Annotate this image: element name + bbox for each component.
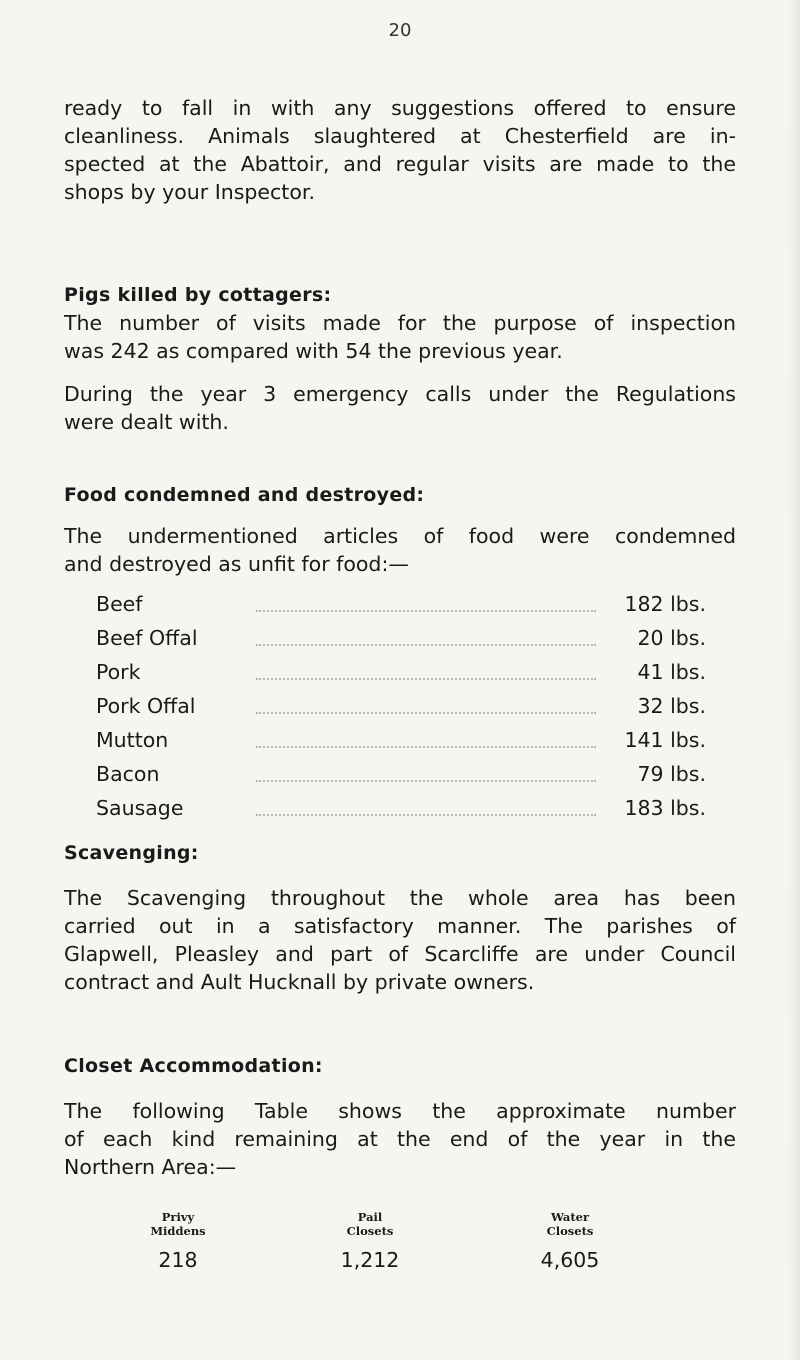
closet-column-privy-middens [98, 1210, 258, 1272]
dot-leader [256, 814, 596, 816]
column-value: 4,605 [540, 1248, 600, 1272]
scavenging-heading: Scavenging: [64, 842, 199, 864]
text-line: carried out in a satisfactory manner. The parishes of [64, 914, 736, 938]
text-line: Northern Area:— [64, 1155, 237, 1179]
pigs-paragraph-1 [64, 309, 736, 365]
closet-column-pail-closets [290, 1210, 450, 1272]
food-item-quantity: 20 lbs. [637, 626, 706, 650]
food-item-quantity: 41 lbs. [637, 660, 706, 684]
food-item-name: Bacon [96, 762, 160, 786]
closet-accommodation-table [0, 1210, 800, 1300]
food-item-quantity: 141 lbs. [624, 728, 706, 752]
text-line: contract and Ault Hucknall by private owners. [64, 970, 535, 994]
page-number: 20 [388, 20, 412, 41]
page-edge-shadow [786, 0, 800, 1360]
table-row [96, 694, 706, 728]
text-line: During the year 3 emergency calls under the Regulations [64, 382, 736, 406]
table-row [96, 626, 706, 660]
closet-paragraph [64, 1097, 736, 1181]
food-condemned-table [96, 592, 706, 830]
column-header: Privy Middens [150, 1210, 206, 1238]
food-heading: Food condemned and destroyed: [64, 484, 425, 506]
text-line: The following Table shows the approximate number [64, 1099, 736, 1123]
table-row [96, 660, 706, 694]
text-line: Glapwell, Pleasley and part of Scarcliffe are under Council [64, 942, 736, 966]
dot-leader [256, 746, 596, 748]
text-line: were dealt with. [64, 410, 229, 434]
text-line: The undermentioned articles of food were condemned [64, 524, 736, 548]
column-value: 1,212 [340, 1248, 400, 1272]
column-header: Water Closets [546, 1210, 594, 1238]
intro-paragraph [64, 94, 736, 206]
dot-leader [256, 644, 596, 646]
table-row [96, 762, 706, 796]
table-row [96, 592, 706, 626]
dot-leader [256, 610, 596, 612]
table-row [96, 796, 706, 830]
food-item-quantity: 79 lbs. [637, 762, 706, 786]
text-line: and destroyed as unfit for food:— [64, 552, 409, 576]
column-header: Pail Closets [346, 1210, 394, 1238]
food-item-name: Sausage [96, 796, 184, 820]
text-line: shops by your Inspector. [64, 180, 315, 204]
text-line: was 242 as compared with 54 the previous year. [64, 339, 563, 363]
scavenging-paragraph [64, 884, 736, 996]
text-line: The number of visits made for the purpose of inspection [64, 311, 736, 335]
pigs-paragraph-2 [64, 380, 736, 436]
dot-leader [256, 678, 596, 680]
food-item-name: Mutton [96, 728, 169, 752]
text-line: of each kind remaining at the end of the year in the [64, 1127, 736, 1151]
dot-leader [256, 712, 596, 714]
closet-heading: Closet Accommodation: [64, 1055, 323, 1077]
closet-column-water-closets [490, 1210, 650, 1272]
text-line: cleanliness. Animals slaughtered at Chesterfield are in- [64, 124, 736, 148]
table-row [96, 728, 706, 762]
food-item-name: Beef [96, 592, 143, 616]
food-item-quantity: 32 lbs. [637, 694, 706, 718]
dot-leader [256, 780, 596, 782]
food-item-name: Pork Offal [96, 694, 196, 718]
column-value: 218 [158, 1248, 198, 1272]
food-item-quantity: 182 lbs. [624, 592, 706, 616]
food-item-name: Beef Offal [96, 626, 198, 650]
food-item-name: Pork [96, 660, 141, 684]
food-paragraph [64, 522, 736, 578]
text-line: ready to fall in with any suggestions offered to ensure [64, 96, 736, 120]
text-line: spected at the Abattoir, and regular visits are made to the [64, 152, 736, 176]
pigs-heading: Pigs killed by cottagers: [64, 284, 332, 306]
text-line: The Scavenging throughout the whole area has been [64, 886, 736, 910]
food-item-quantity: 183 lbs. [624, 796, 706, 820]
